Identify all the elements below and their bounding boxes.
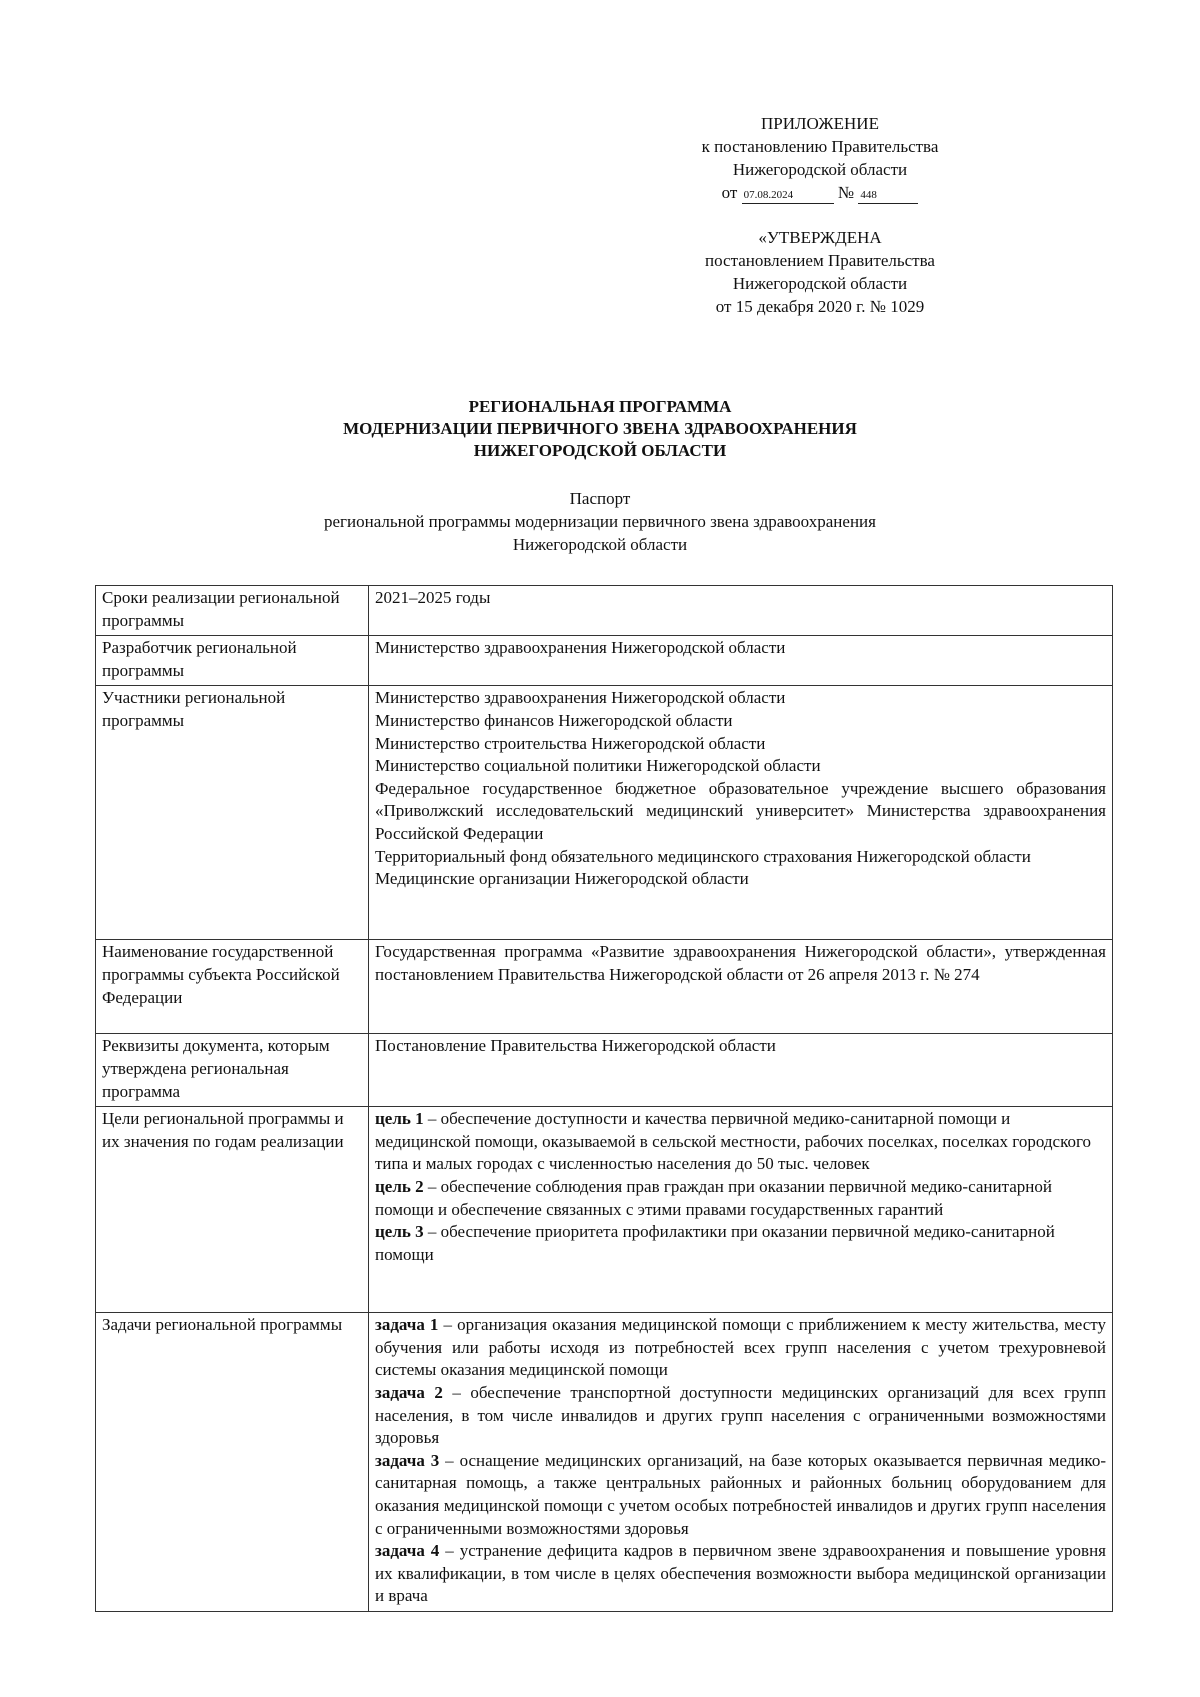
task-item xyxy=(375,1540,1106,1608)
state-program-label-line-1: Наименование государственной xyxy=(102,942,334,962)
table-row-participants xyxy=(96,686,1113,940)
table-row-state-program xyxy=(96,940,1113,1034)
participants-value xyxy=(369,686,1113,940)
appendix-title: ПРИЛОЖЕНИЕ xyxy=(761,114,879,133)
task-name: задача 1 xyxy=(375,1315,439,1335)
title-line-3: НИЖЕГОРОДСКОЙ ОБЛАСТИ xyxy=(473,441,727,460)
table-row-goals xyxy=(96,1107,1113,1313)
appendix-line-2: к постановлению Правительства xyxy=(701,137,939,156)
goal-text: – обеспечение доступности и качества первичной медико-санитарной помощи и медицинской помощи, оказываемой в сельской местности, рабочих поселках, поселках городского типа и малых городах с численностью населения до 50 тыс. человек xyxy=(375,1109,1092,1174)
title-line-2: МОДЕРНИЗАЦИИ ПЕРВИЧНОГО ЗВЕНА ЗДРАВООХРАНЕНИЯ xyxy=(343,419,857,438)
task-text: – оснащение медицинских организаций, на базе которых оказывается первичная медико-санитарная помощь, а также центральных районных и районных больниц оборудованием для оказания медицинской помощи с учетом особых потребностей инвалидов и других групп населения с ограниченными возможностями здоровья xyxy=(375,1450,1106,1538)
table-row-tasks xyxy=(96,1313,1113,1612)
developer-label: Разработчик региональной программы xyxy=(96,636,369,686)
decree-date: 07.08.2024 xyxy=(742,188,834,204)
task-item xyxy=(375,1382,1106,1450)
task-text: – обеспечение транспортной доступности медицинских организаций для всех групп населения, в том числе инвалидов и других групп населения с ограниченными возможностями здоровья xyxy=(375,1382,1106,1448)
goal-name: цель 2 xyxy=(375,1176,424,1196)
passport-line-2: региональной программы модернизации первичного звена здравоохранения xyxy=(324,512,876,531)
state-program-label-line-3: Федерации xyxy=(102,987,183,1007)
appendix-line-3: Нижегородской области xyxy=(732,160,908,179)
task-text: – организация оказания медицинской помощи с приближением к месту жительства, месту обучения или работы исходя из потребностей всех групп населения с учетом трехуровневой системы оказания медицинской помощи xyxy=(375,1315,1106,1380)
goal-text: – обеспечение соблюдения прав граждан при оказании первичной медико-санитарной помощи и обеспечение связанных с этими правами государственных гарантий xyxy=(375,1176,1052,1219)
state-program-label xyxy=(96,940,369,1034)
task-name: задача 3 xyxy=(375,1450,440,1470)
approved-line-3: Нижегородской области xyxy=(732,274,908,293)
state-program-label-line-2: программы субъекта Российской xyxy=(102,964,340,984)
list-item: Министерство строительства Нижегородской области xyxy=(375,733,766,753)
tasks-value xyxy=(369,1313,1113,1612)
terms-value: 2021–2025 годы xyxy=(369,586,1113,636)
passport-line-3: Нижегородской области xyxy=(512,535,688,554)
list-item: Федеральное государственное бюджетное образовательное учреждение высшего образования «Приволжский исследовательский медицинский университет» Министерства здравоохранения Российской Федерации xyxy=(375,778,1106,843)
decree-number-line xyxy=(660,181,980,204)
appendix-block xyxy=(660,112,980,318)
goals-label: Цели региональной программы и их значения по годам реализации xyxy=(96,1107,369,1313)
from-label: от xyxy=(721,183,738,202)
task-name: задача 4 xyxy=(375,1541,440,1561)
list-item: Министерство финансов Нижегородской области xyxy=(375,710,733,730)
passport-heading xyxy=(0,487,1200,556)
state-program-value: Государственная программа «Развитие здравоохранения Нижегородской области», утвержденная постановлением Правительства Нижегородской области от 26 апреля 2013 г. № 274 xyxy=(369,940,1113,1034)
table-row-terms xyxy=(96,586,1113,636)
task-item xyxy=(375,1314,1106,1382)
terms-label: Сроки реализации региональной программы xyxy=(96,586,369,636)
list-item: Министерство здравоохранения Нижегородской области xyxy=(375,688,786,708)
list-item: Министерство социальной политики Нижегородской области xyxy=(375,756,821,776)
participants-label: Участники региональной программы xyxy=(96,686,369,940)
goals-value xyxy=(369,1107,1113,1313)
goal-name: цель 3 xyxy=(375,1222,424,1242)
goal-item xyxy=(375,1108,1106,1176)
document-title xyxy=(0,396,1200,462)
goal-item xyxy=(375,1221,1106,1266)
task-text: – устранение дефицита кадров в первичном звене здравоохранения и повышение уровня их квалификации, в том числе в целях обеспечения возможности выбора медицинской организации и врача xyxy=(375,1541,1106,1606)
list-item: Медицинские организации Нижегородской области xyxy=(375,869,749,889)
title-line-1: РЕГИОНАЛЬНАЯ ПРОГРАММА xyxy=(468,397,732,416)
table-row-requisites xyxy=(96,1034,1113,1107)
requisites-value: Постановление Правительства Нижегородской области xyxy=(369,1034,1113,1107)
tasks-label: Задачи региональной программы xyxy=(96,1313,369,1612)
approved-title: «УТВЕРЖДЕНА xyxy=(758,228,882,247)
task-item xyxy=(375,1450,1106,1540)
goal-name: цель 1 xyxy=(375,1109,424,1129)
approved-line-4: от 15 декабря 2020 г. № 1029 xyxy=(715,297,925,316)
approved-block xyxy=(660,226,980,318)
decree-number: 448 xyxy=(858,188,918,204)
passport-table xyxy=(95,585,1113,1612)
requisites-label: Реквизиты документа, которым утверждена региональная программа xyxy=(96,1034,369,1107)
approved-line-2: постановлением Правительства xyxy=(705,251,935,270)
list-item: Территориальный фонд обязательного медицинского страхования Нижегородской области xyxy=(375,846,1031,866)
goal-text: – обеспечение приоритета профилактики при оказании первичной медико-санитарной помощи xyxy=(375,1222,1055,1264)
task-name: задача 2 xyxy=(375,1382,443,1402)
number-label: № xyxy=(837,183,855,202)
developer-value: Министерство здравоохранения Нижегородской области xyxy=(369,636,1113,686)
goal-item xyxy=(375,1176,1106,1221)
passport-line-1: Паспорт xyxy=(569,489,631,508)
table-row-developer xyxy=(96,636,1113,686)
